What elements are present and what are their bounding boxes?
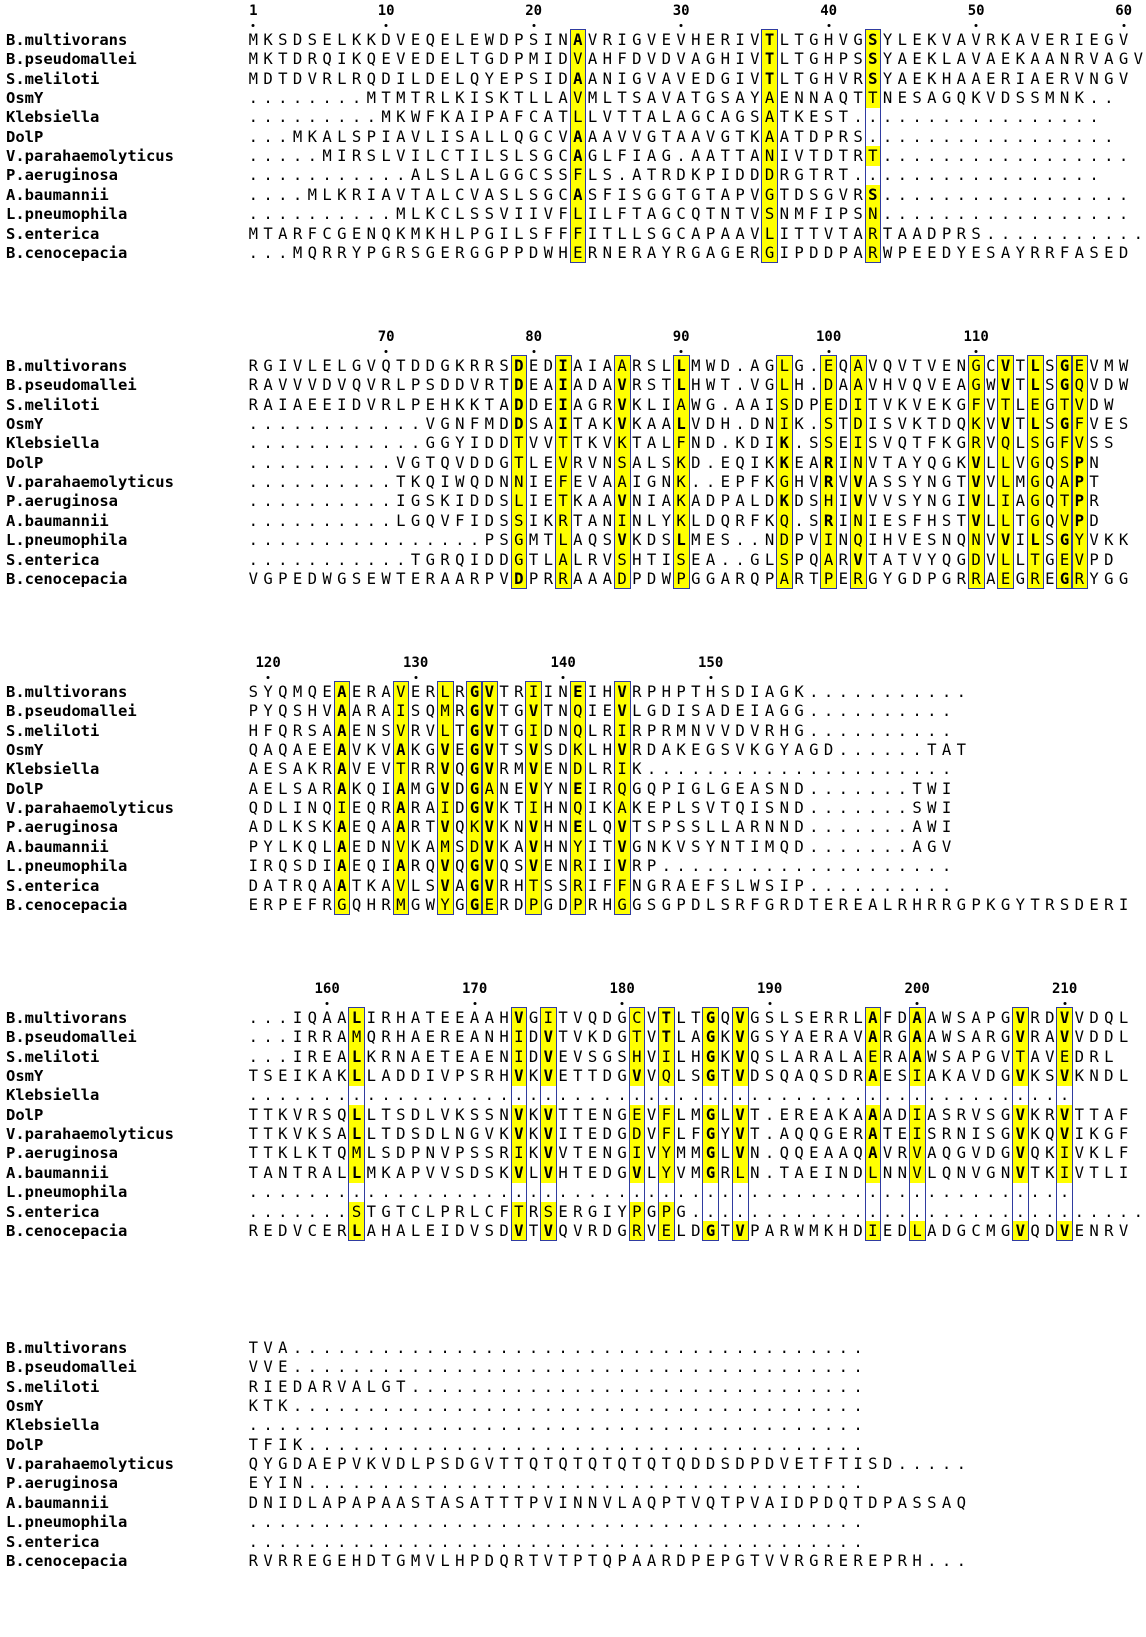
sequence-row	[0, 165, 1141, 185]
residue-sequence: . . . . . . . . . . L G Q V F I D S S I K R T A N I N L Y K L D Q R F K Q . S R I N I E S F H S T V L L T G Q V P D	[248, 511, 1099, 530]
sequence-row	[0, 1532, 1141, 1552]
sequence-row	[0, 453, 1141, 473]
ruler-tick-label: 30	[672, 3, 690, 19]
ruler-tick-dot	[326, 1002, 329, 1005]
species-label: Klebsiella	[6, 1416, 100, 1435]
residue-sequence: R G I V L E L G V Q T D D G K R R S D E D I A I A A R S L L M W D . A G L G . E Q A V Q V T V E N G C V T L S G E V M W	[248, 357, 1129, 375]
species-label: L.pneumophila	[6, 857, 128, 876]
species-label: B.pseudomallei	[6, 376, 137, 395]
sequence-row	[0, 798, 1141, 818]
sequence-row	[0, 472, 1141, 492]
residue-sequence: T T K V R S Q L L T S D L V K S S N V K V T T E N G E V F L M G L V T . E R E A K A A A D I A S R V S G V K R V T T A F	[248, 1105, 1129, 1124]
species-label: P.aeruginosa	[6, 492, 118, 511]
species-label: Klebsiella	[6, 434, 100, 453]
ruler-tick-label: 200	[904, 981, 930, 997]
sequence-row	[0, 433, 1141, 453]
species-label: S.meliloti	[6, 69, 100, 88]
species-label: A.baumannii	[6, 1493, 109, 1512]
residue-sequence: V G P E D W G S E W T E R A A R P V D P R R A A A D P D W P G G A R Q P A R T P E R G Y G D P G R R A E G R E G R Y G G	[248, 569, 1129, 588]
residue-sequence: E R P E F R G Q H R M G W Y G G E R D P G D P R H G G S G P D L S R F G R D T E R E A L R H R R G P K G Y T R S D E R I	[248, 895, 1129, 914]
residue-sequence: . . . . . . . . . . V G T Q V D D G T L E V R V N S A L S K D . E Q I K K E A R I N V T A Y Q G K V L L V G Q S P N	[248, 453, 1099, 472]
ruler-tick-label: 150	[697, 655, 724, 671]
ruler-tick-dot	[827, 350, 830, 353]
residue-sequence: M K S D S E L K K D V E Q E L E W D P S I N A V R I G V E V H E R I V T L T G H V G S Y L E K V A V R K A V E R I E G V	[248, 31, 1129, 49]
ruler-tick-dot	[252, 24, 255, 27]
ruler-tick-dot	[532, 24, 535, 27]
species-label: S.meliloti	[6, 721, 100, 740]
species-label: B.cenocepacia	[6, 1221, 128, 1240]
sequence-row	[0, 511, 1141, 531]
residue-sequence: . . . . . . . . . . . A L S L A L G G C S S F L S . A T R D K P I D D D R G T R T . . . . . . . . . . . . . . . . .	[248, 166, 1099, 185]
residue-sequence: . . . . M L K R I A V T A L C V A S L S G C A S F I S G G T G T A P V G T D S G V R S . . . . . . . . . . . . . . . . .	[248, 185, 1129, 204]
residue-sequence: R E D V C E R L A H A L E I D V S D V T V Q V R D G R V E L D G T V P A R W M K H D I E D L A D G C M G V Q D V E N R V	[248, 1221, 1129, 1240]
sequence-row	[0, 1435, 1141, 1455]
residue-sequence: Q A Q A E E A V K V A K G V E G V T S V S D K L H V R D A K E G S V K G Y A G D . . . . . . T A T	[248, 741, 967, 760]
species-label: B.pseudomallei	[6, 50, 137, 69]
residue-sequence: D N I D L A P A P A A S T A S A T T T P V I N N V L A Q P T V Q T P V A I D P D Q T D P A S S A Q	[248, 1493, 967, 1512]
ruler-tick-dot	[1063, 1002, 1066, 1005]
sequence-row	[0, 1085, 1141, 1105]
species-label: B.pseudomallei	[6, 1358, 137, 1377]
species-label: P.aeruginosa	[6, 1144, 118, 1163]
ruler-tick-dot	[385, 24, 388, 27]
species-label: Klebsiella	[6, 1086, 100, 1105]
species-label: S.meliloti	[6, 1047, 100, 1066]
species-label: A.baumannii	[6, 511, 109, 530]
species-label: V.parahaemolyticus	[6, 473, 174, 492]
position-ruler	[0, 330, 1141, 356]
residue-sequence: T S E I K A K L L A D D I V P S R H V K V E T T D G V V Q L S G T V D S Q A Q S D R A E S I A K A V D G V K S V K N D L	[248, 1067, 1129, 1086]
sequence-row	[0, 1551, 1141, 1571]
species-label: B.multivorans	[6, 1009, 128, 1027]
sequence-row	[0, 1493, 1141, 1513]
sequence-row	[0, 1202, 1144, 1222]
residue-sequence: S Y Q M Q E A E R A V E R L R G V T R I I N E I H V R P H P T H S D I A G K . . . . . . . . . . .	[248, 683, 967, 701]
ruler-tick-label: 90	[672, 329, 690, 345]
species-label: L.pneumophila	[6, 205, 128, 224]
species-label: OsmY	[6, 741, 44, 760]
residue-sequence: . . . . . . . . . . M L K C L S S V I I V F L I L F T A G C Q T N T V S N M F I P S N . . . . . . . . . . . . . . . . .	[248, 205, 1129, 224]
sequence-row	[0, 876, 1141, 896]
ruler-tick-label: 70	[377, 329, 395, 345]
sequence-row	[0, 837, 1141, 857]
species-label: S.enterica	[6, 1202, 100, 1221]
species-label: B.multivorans	[6, 357, 128, 375]
sequence-row	[0, 1512, 1141, 1532]
ruler-tick-label: 110	[963, 329, 989, 345]
sequence-row	[0, 895, 1141, 915]
ruler-tick-label: 130	[402, 655, 429, 671]
ruler-tick-dot	[975, 24, 978, 27]
species-label: V.parahaemolyticus	[6, 147, 174, 166]
species-label: OsmY	[6, 1067, 44, 1086]
species-label: DolP	[6, 453, 44, 472]
residue-sequence: . . . I R E A L K R N A E T E A E N I D V E V S G S H V I L H G K V Q S L A R A L A E R A A W S A P G V T A V E D R L	[248, 1047, 1114, 1066]
residue-sequence: R I E D A R V A L G T . . . . . . . . . . . . . . . . . . . . . . . . . . . . . . .	[248, 1377, 863, 1396]
ruler-tick-label: 100	[815, 329, 842, 345]
species-label: S.enterica	[6, 550, 100, 569]
residue-sequence: . . . . . . . . M T M T R L K I S K T L L A V M L T S A V A T G S A Y A E N N A Q T T N E S A G Q K V D S S M N K . .	[248, 89, 1114, 108]
ruler-tick-dot	[621, 1002, 624, 1005]
residue-sequence: . . . . . . . . . . I G S K I D D S L I E T K A A V N I A K A D P A L D K D S H I V V V S Y N G I V L I A G Q T P R	[248, 492, 1099, 511]
residue-sequence: . . . . . . . . . . . . . . . . P S G M T L A Q S V K D S L M E S . . N D P V I N Q I H V E S N Q N V V I L S G Y V K K	[248, 531, 1129, 550]
sequence-row	[0, 1124, 1141, 1144]
residue-sequence: A D L K S K A E Q A A R T V Q K V K N V H N E L Q V T S P S S L L A R N N D . . . . . . . A W I	[248, 818, 952, 837]
sequence-row	[0, 204, 1141, 224]
ruler-tick-label: 210	[1051, 981, 1078, 997]
species-label: P.aeruginosa	[6, 818, 118, 837]
ruler-tick-dot	[562, 676, 565, 679]
ruler-tick-dot	[532, 350, 535, 353]
residue-sequence: . . . . . . . . . . . . . . . . . . . . . . . . . . . . . . . . . . . . . . . . . .	[248, 1532, 863, 1551]
species-label: L.pneumophila	[6, 1183, 128, 1202]
residue-sequence: H F Q R S A A E N S V R V L T G V T G I D N Q L R I R P R M N V V D V R H G . . . . . . . . . .	[248, 721, 952, 740]
residue-sequence: T V A . . . . . . . . . . . . . . . . . . . . . . . . . . . . . . . . . . . . . . .	[248, 1339, 863, 1357]
sequence-row	[0, 1066, 1141, 1086]
residue-sequence: T F I K . . . . . . . . . . . . . . . . . . . . . . . . . . . . . . . . . . . . . .	[248, 1435, 863, 1454]
sequence-row	[0, 701, 1141, 721]
position-ruler	[0, 982, 1141, 1008]
sequence-row	[0, 1473, 1141, 1493]
sequence-row	[0, 224, 1144, 244]
ruler-tick-label: 190	[756, 981, 783, 997]
sequence-row	[0, 30, 1141, 50]
sequence-row	[0, 1454, 1141, 1474]
sequence-row	[0, 491, 1141, 511]
sequence-row	[0, 1163, 1141, 1183]
ruler-tick-label: 160	[314, 981, 340, 997]
species-label: B.multivorans	[6, 31, 128, 49]
sequence-row	[0, 49, 1144, 69]
residue-sequence: . . . . . . . . . . . . . . . . . . . . . . . . . . . . . . . . . . . . . . . . . .	[248, 1416, 863, 1435]
ruler-tick-dot	[473, 1002, 476, 1005]
residue-sequence: M D T D V R L R Q D I L D E L Q Y E P S I D A A N I G V A V E D G I V T L T G H V R S Y A E K H A A E R I A E R V N G V	[248, 69, 1129, 88]
residue-sequence: . . . . . . . . . M K W F K A I P A F C A T L L V T T A L A G C A G S A T K E S T . . . . . . . . . . . . . . . . .	[248, 108, 1099, 127]
residue-sequence: T T K V K S A L L T D S D L N G V K V K V I T E D G D V F L F G Y V T . A Q Q G E R A T E I S R N I S G V K Q V I K G F	[248, 1125, 1129, 1144]
species-label: A.baumannii	[6, 1163, 109, 1182]
ruler-tick-dot	[916, 1002, 919, 1005]
sequence-row	[0, 146, 1141, 166]
residue-sequence: . . . . . M I R S L V I L C T I L S L S G C A G L F I A G . A A T T A N I V T D T R T . . . . . . . . . . . . . . . . .	[248, 147, 1129, 166]
residue-sequence: R A I A E E I D V R L P E H K K T A D D E I A G R V K L I A W G . A A I S D P E D I T V K V E K G F V T L E G T V D W	[248, 395, 1114, 414]
species-label: B.multivorans	[6, 683, 128, 701]
sequence-row	[0, 127, 1141, 147]
sequence-row	[0, 375, 1141, 395]
species-label: P.aeruginosa	[6, 166, 118, 185]
sequence-row	[0, 779, 1141, 799]
species-label: B.cenocepacia	[6, 895, 128, 914]
sequence-row	[0, 682, 1141, 702]
ruler-tick-dot	[975, 350, 978, 353]
ruler-tick-label: 140	[550, 655, 576, 671]
species-label: OsmY	[6, 1397, 44, 1416]
sequence-row	[0, 69, 1141, 89]
ruler-tick-label: 20	[525, 3, 543, 19]
species-label: B.cenocepacia	[6, 1551, 128, 1570]
residue-sequence: . . . . . . . . . . T K Q I W Q D N N I E F E V A A I G N K . . E P F K G H V R V V A S S Y N G T V V L M G Q A P T	[248, 473, 1099, 492]
sequence-row	[0, 1182, 1141, 1202]
ruler-tick-label: 1	[249, 3, 258, 19]
species-label: DolP	[6, 1435, 44, 1454]
residue-sequence: . . . I Q A A L I R H A T E E A A H V G I T V Q D G C V T L T G Q V G S L S E R R L A F D A A W S A P G V R D V V D Q L	[248, 1009, 1129, 1027]
ruler-tick-label: 120	[255, 655, 281, 671]
sequence-row	[0, 1027, 1141, 1047]
species-label: OsmY	[6, 415, 44, 434]
ruler-tick-dot	[768, 1002, 771, 1005]
sequence-row	[0, 550, 1141, 570]
residue-sequence: . . . . . . . . . . . . V G N F M D D S A I T A K V K A A L V D H . D N I K . S T D I S V K T D Q K V V T L S G F V E S	[248, 415, 1129, 434]
sequence-row	[0, 856, 1141, 876]
residue-sequence: P Y L K Q L A E D N V K A M S D V K A V H N Y I T V G N K V S Y N T I M Q D . . . . . . . A G V	[248, 837, 952, 856]
residue-sequence: K T K . . . . . . . . . . . . . . . . . . . . . . . . . . . . . . . . . . . . . . .	[248, 1397, 863, 1416]
residue-sequence: . . . . . . . . . . . . . . . . . . . . . . . . . . . . . . . . . . . . . . . . . . . . . . . . . . . . . . . .	[248, 1183, 1070, 1202]
residue-sequence: E Y I N . . . . . . . . . . . . . . . . . . . . . . . . . . . . . . . . . . . . . .	[248, 1474, 863, 1493]
residue-sequence: T A N T R A L L M K A P V V S D S K V L V H T E D G V L Y V M G R L N . T A E I N D L N N V L Q N V G N V T K I V T L I	[248, 1163, 1129, 1182]
residue-sequence: I R Q S D I A E Q I A R Q V Q G V Q S V E N R I I V R P . . . . . . . . . . . . . . . . . . . .	[248, 857, 952, 876]
ruler-tick-label: 80	[525, 329, 543, 345]
residue-sequence: R V R R E G E H D T G M V L H P D Q R T V T P T Q P A A R D P E P G T V V R G R E R E P R H . . .	[248, 1551, 967, 1570]
sequence-row	[0, 185, 1141, 205]
residue-sequence: . . . . . . . . . . . . . . . . . . . . . . . . . . . . . . . . . . . . . . . . . .	[248, 1513, 863, 1532]
sequence-row	[0, 721, 1141, 741]
sequence-row	[0, 740, 1141, 760]
residue-sequence: Q D L I N Q I E Q R A R A I D G V K T I H N Q I K A K E P L S V T Q I S N D . . . . . . . S W I	[248, 799, 952, 818]
species-label: B.multivorans	[6, 1339, 128, 1357]
sequence-row	[0, 1143, 1141, 1163]
residue-sequence: M K T D R Q I K Q E V E D E L T G D P M I D V A H F D V D V A G H I V T L T G H P S S Y A E K L A V A E K A A N R V A G V	[248, 50, 1144, 69]
residue-sequence: . . . . . . . . . . . . G G Y I D D T V V T T K V K T A L F N D . K D I K . S S E I S V Q T F K G R V Q L S G F V S S	[248, 434, 1114, 453]
residue-sequence: P Y Q S H V A A R A I S Q M R G V T G V T N Q I E V L G D I S A D E I A G G . . . . . . . . . .	[248, 702, 952, 721]
species-label: B.cenocepacia	[6, 243, 128, 262]
species-label: A.baumannii	[6, 837, 109, 856]
species-label: DolP	[6, 127, 44, 146]
ruler-tick-dot	[680, 24, 683, 27]
residue-sequence: V V E . . . . . . . . . . . . . . . . . . . . . . . . . . . . . . . . . . . . . . .	[248, 1358, 863, 1377]
sequence-row	[0, 1221, 1141, 1241]
sequence-row	[0, 243, 1141, 263]
ruler-tick-label: 60	[1115, 3, 1133, 19]
position-ruler	[0, 4, 1141, 30]
ruler-tick-dot	[709, 676, 712, 679]
species-label: S.enterica	[6, 1532, 100, 1551]
species-label: B.cenocepacia	[6, 569, 128, 588]
species-label: Klebsiella	[6, 108, 100, 127]
ruler-tick-label: 180	[609, 981, 635, 997]
residue-sequence: . . . M K A L S P I A V L I S A L L Q G C V A A A V V G T A A V G T K A A T D P R S . . . . . . . . . . . . . . . . .	[248, 127, 1114, 146]
residue-sequence: R A V V V D V Q V R L P S D D V R T D E A I A D A V R S T L H W T . V G L H . D A A V H V Q V E A G W V T L S G Q V D W	[248, 376, 1129, 395]
species-label: L.pneumophila	[6, 531, 128, 550]
ruler-tick-label: 170	[461, 981, 488, 997]
species-label: S.enterica	[6, 224, 100, 243]
ruler-tick-label: 40	[820, 3, 838, 19]
species-label: B.pseudomallei	[6, 1028, 137, 1047]
sequence-row	[0, 414, 1141, 434]
species-label: P.aeruginosa	[6, 1474, 118, 1493]
sequence-row	[0, 817, 1141, 837]
species-label: OsmY	[6, 89, 44, 108]
sequence-row	[0, 1396, 1141, 1416]
residue-sequence: . . . . . . . . . . . T G R Q I D D G T L A L R V S H T I S E A . . G L S P Q A R V T A T V Y Q G D V L L T G E V P D	[248, 550, 1114, 569]
residue-sequence: Q Y G D A E P V K V D L P S D G V T T Q T Q T Q T Q T Q T Q D D S D P D V E T F T I S D . . . . .	[248, 1455, 967, 1474]
species-label: A.baumannii	[6, 185, 109, 204]
sequence-row	[0, 1415, 1141, 1435]
species-label: V.parahaemolyticus	[6, 1455, 174, 1474]
residue-sequence: A E S A K R A V E V T R R V Q G V R M V E N D L R I K . . . . . . . . . . . . . . . . . . . . .	[248, 760, 952, 779]
species-label: DolP	[6, 1105, 44, 1124]
ruler-tick-label: 10	[377, 3, 395, 19]
sequence-row	[0, 759, 1141, 779]
ruler-tick-dot	[827, 24, 830, 27]
residue-sequence: A E L S A R A K Q I A M G V D G A N E V Y N E I R Q G Q P I G L G E A S N D . . . . . . . T W I	[248, 779, 952, 798]
sequence-row	[0, 1047, 1141, 1067]
sequence-row	[0, 1357, 1141, 1377]
residue-sequence: . . . I R R A M Q R H A E R E A N H I D V T V K D G T V T L A G K V G S Y A E R A V A R G A A W S A R G V R A V V D D L	[248, 1028, 1129, 1047]
species-label: DolP	[6, 779, 44, 798]
residue-sequence: . . . M Q R R Y P G R S G E R G G P P D W H E R N E R A Y R G A G E R G I P D D P A R W P E E D Y E S A Y R R F A S E D	[248, 243, 1129, 262]
sequence-row	[0, 88, 1141, 108]
ruler-tick-dot	[1122, 24, 1125, 27]
species-label: S.enterica	[6, 876, 100, 895]
sequence-row	[0, 1338, 1141, 1358]
sequence-row	[0, 1008, 1141, 1028]
position-ruler	[0, 656, 1141, 682]
residue-sequence: . . . . . . . S T G T C L P R L C F T R S E R G I Y P G P G . . . . . . . . . . . . . . . . . . . . . . . . . . . . . . .	[248, 1202, 1144, 1221]
sequence-row	[0, 530, 1141, 550]
sequence-row	[0, 395, 1141, 415]
species-label: S.meliloti	[6, 395, 100, 414]
sequence-row	[0, 356, 1141, 376]
species-label: Klebsiella	[6, 760, 100, 779]
species-label: L.pneumophila	[6, 1513, 128, 1532]
residue-sequence: D A T R Q A A T K A V L S V A G V R H T S S R I F F N G R A E F S L W S I P . . . . . . . . . .	[248, 876, 952, 895]
residue-sequence: T T K L K T Q M L S D P N V P S S R I K V V T E N G I V Y M M G L V N . Q Q E A A Q A V R V A Q G V D G V Q K I V K L F	[248, 1144, 1129, 1163]
residue-sequence: . . . . . . . . . . . . . . . . . . . . . . . . . . . . . . . . . . . . . . . . . . . . . . . . . . . . . . . .	[248, 1086, 1070, 1105]
ruler-tick-dot	[385, 350, 388, 353]
sequence-row	[0, 1377, 1141, 1397]
species-label: V.parahaemolyticus	[6, 799, 174, 818]
residue-sequence: M T A R F C G E N Q K M K H L P G I L S F F F I T L L S G C A P A A V L I T T V T A R T A A D P R S . . . . . . . . . . .	[248, 224, 1144, 243]
ruler-tick-dot	[267, 676, 270, 679]
species-label: V.parahaemolyticus	[6, 1125, 174, 1144]
sequence-row	[0, 569, 1141, 589]
ruler-tick-label: 50	[967, 3, 985, 19]
sequence-row	[0, 1105, 1141, 1125]
species-label: B.pseudomallei	[6, 702, 137, 721]
species-label: S.meliloti	[6, 1377, 100, 1396]
ruler-tick-dot	[414, 676, 417, 679]
ruler-tick-dot	[680, 350, 683, 353]
sequence-row	[0, 107, 1141, 127]
